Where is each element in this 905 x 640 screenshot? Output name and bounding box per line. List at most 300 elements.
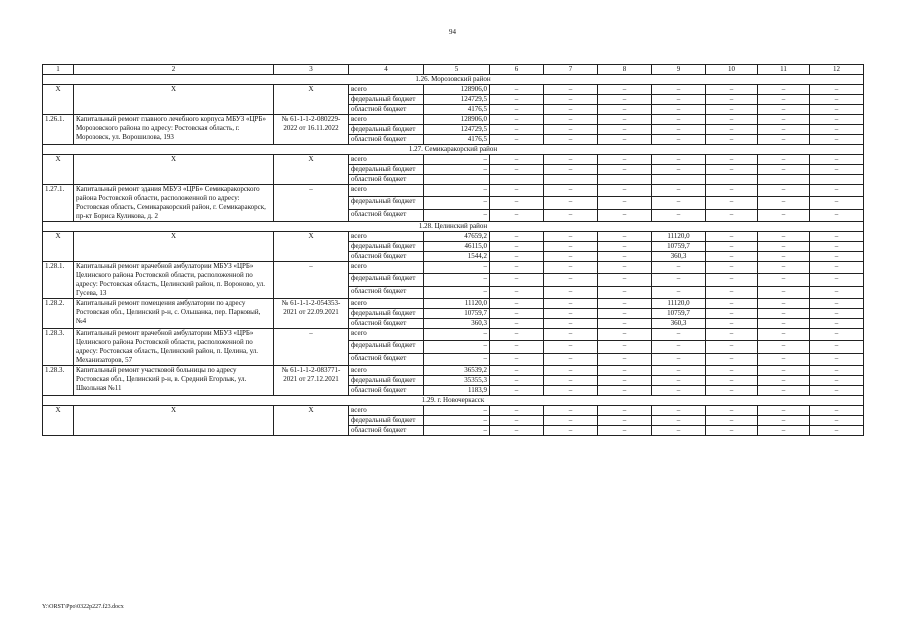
value-cell: – bbox=[490, 252, 544, 262]
value-cell: – bbox=[706, 329, 758, 341]
value-cell: – bbox=[490, 416, 544, 426]
value-cell: – bbox=[490, 115, 544, 125]
item-document: – bbox=[274, 185, 349, 222]
x-mark: Х bbox=[274, 232, 349, 262]
value-cell: – bbox=[810, 299, 864, 309]
value-cell: – bbox=[706, 426, 758, 436]
value-cell: – bbox=[706, 386, 758, 396]
value-cell: – bbox=[652, 416, 706, 426]
value-cell: – bbox=[758, 341, 810, 353]
section-title-row bbox=[43, 145, 864, 155]
value-cell: – bbox=[544, 105, 598, 115]
item-name: Капитальный ремонт участковой больницы по адресу Ростовская обл., Целинский р-н, в. Средний Егорлык, ул. Школьная №11 bbox=[74, 366, 274, 396]
value-cell: – bbox=[490, 125, 544, 135]
item-document: № 61-1-1-2-080229-2022 от 16.11.2022 bbox=[274, 115, 349, 145]
value-cell: – bbox=[652, 105, 706, 115]
value-cell: – bbox=[706, 242, 758, 252]
value-cell: – bbox=[544, 286, 598, 298]
value-cell: 11120,0 bbox=[652, 232, 706, 242]
value-cell: – bbox=[598, 426, 652, 436]
value-cell: – bbox=[758, 319, 810, 329]
value-cell: 128906,0 bbox=[424, 115, 490, 125]
value-cell: – bbox=[598, 197, 652, 209]
column-number: 1 bbox=[43, 65, 74, 75]
value-cell: – bbox=[706, 252, 758, 262]
value-cell: – bbox=[544, 115, 598, 125]
value-cell bbox=[810, 175, 864, 185]
value-cell: – bbox=[758, 232, 810, 242]
value-cell: – bbox=[598, 309, 652, 319]
value-cell bbox=[424, 175, 490, 185]
value-cell: – bbox=[706, 286, 758, 298]
value-cell: – bbox=[758, 115, 810, 125]
summary-row bbox=[43, 85, 864, 95]
value-cell: – bbox=[544, 252, 598, 262]
x-mark: Х bbox=[274, 85, 349, 115]
value-cell: – bbox=[810, 232, 864, 242]
value-cell: – bbox=[706, 341, 758, 353]
value-cell: – bbox=[598, 341, 652, 353]
value-cell: – bbox=[810, 386, 864, 396]
value-cell: – bbox=[490, 309, 544, 319]
value-cell: – bbox=[490, 329, 544, 341]
x-mark: Х bbox=[43, 406, 74, 436]
value-cell: – bbox=[706, 155, 758, 165]
value-cell: – bbox=[544, 242, 598, 252]
value-cell: – bbox=[810, 286, 864, 298]
value-cell: – bbox=[598, 95, 652, 105]
value-cell: – bbox=[652, 85, 706, 95]
value-cell: – bbox=[810, 366, 864, 376]
row-label: всего bbox=[349, 406, 424, 416]
value-cell: – bbox=[758, 406, 810, 416]
value-cell: 11120,0 bbox=[652, 299, 706, 309]
value-cell: 4176,5 bbox=[424, 105, 490, 115]
row-label: федеральный бюджет bbox=[349, 95, 424, 105]
value-cell: 36539,2 bbox=[424, 366, 490, 376]
value-cell: – bbox=[652, 185, 706, 197]
value-cell: – bbox=[810, 105, 864, 115]
value-cell: – bbox=[652, 165, 706, 175]
value-cell: – bbox=[490, 185, 544, 197]
value-cell: – bbox=[706, 185, 758, 197]
value-cell: – bbox=[810, 319, 864, 329]
value-cell: – bbox=[544, 135, 598, 145]
row-label: федеральный бюджет bbox=[349, 125, 424, 135]
value-cell: – bbox=[758, 197, 810, 209]
value-cell: – bbox=[490, 274, 544, 286]
row-label: областной бюджет bbox=[349, 209, 424, 221]
row-label: областной бюджет bbox=[349, 175, 424, 185]
value-cell: – bbox=[652, 386, 706, 396]
section-title: 1.28. Целинский район bbox=[43, 222, 864, 232]
value-cell: – bbox=[544, 319, 598, 329]
item-row bbox=[43, 329, 864, 341]
value-cell: – bbox=[424, 197, 490, 209]
value-cell: – bbox=[424, 185, 490, 197]
value-cell: – bbox=[758, 165, 810, 175]
row-label: всего bbox=[349, 262, 424, 274]
value-cell: – bbox=[598, 155, 652, 165]
value-cell: – bbox=[758, 353, 810, 365]
value-cell: – bbox=[598, 353, 652, 365]
file-reference: Y:\ORST\Ppo\0322p227.f23.docx bbox=[42, 604, 124, 610]
value-cell: – bbox=[490, 165, 544, 175]
value-cell: – bbox=[424, 426, 490, 436]
value-cell: – bbox=[544, 165, 598, 175]
value-cell: – bbox=[758, 252, 810, 262]
row-label: областной бюджет bbox=[349, 105, 424, 115]
value-cell: – bbox=[598, 406, 652, 416]
row-label: всего bbox=[349, 185, 424, 197]
item-number: 1.27.1. bbox=[43, 185, 74, 222]
value-cell: – bbox=[706, 165, 758, 175]
value-cell: – bbox=[598, 416, 652, 426]
row-label: областной бюджет bbox=[349, 319, 424, 329]
value-cell: 128906,0 bbox=[424, 85, 490, 95]
row-label: областной бюджет bbox=[349, 353, 424, 365]
value-cell: – bbox=[598, 85, 652, 95]
column-number: 3 bbox=[274, 65, 349, 75]
value-cell: – bbox=[758, 85, 810, 95]
value-cell: – bbox=[424, 341, 490, 353]
value-cell: – bbox=[544, 197, 598, 209]
section-title-row bbox=[43, 75, 864, 85]
value-cell: – bbox=[758, 125, 810, 135]
item-number: 1.26.1. bbox=[43, 115, 74, 145]
value-cell: – bbox=[810, 274, 864, 286]
summary-row bbox=[43, 406, 864, 416]
value-cell: – bbox=[544, 329, 598, 341]
value-cell: – bbox=[598, 274, 652, 286]
value-cell: – bbox=[652, 341, 706, 353]
value-cell: – bbox=[706, 319, 758, 329]
value-cell: – bbox=[544, 185, 598, 197]
column-number: 10 bbox=[706, 65, 758, 75]
value-cell: 360,3 bbox=[652, 252, 706, 262]
value-cell: 10759,7 bbox=[424, 309, 490, 319]
row-label: областной бюджет bbox=[349, 426, 424, 436]
row-label: всего bbox=[349, 232, 424, 242]
value-cell: – bbox=[758, 262, 810, 274]
value-cell: – bbox=[758, 135, 810, 145]
value-cell: – bbox=[424, 209, 490, 221]
value-cell bbox=[652, 175, 706, 185]
value-cell: – bbox=[490, 299, 544, 309]
value-cell: – bbox=[810, 115, 864, 125]
value-cell: – bbox=[810, 406, 864, 416]
value-cell: – bbox=[490, 406, 544, 416]
value-cell: – bbox=[544, 155, 598, 165]
value-cell: – bbox=[490, 319, 544, 329]
value-cell: – bbox=[544, 95, 598, 105]
value-cell: – bbox=[706, 299, 758, 309]
value-cell: – bbox=[424, 274, 490, 286]
value-cell: – bbox=[598, 115, 652, 125]
value-cell: – bbox=[652, 95, 706, 105]
value-cell: – bbox=[490, 376, 544, 386]
value-cell: – bbox=[490, 366, 544, 376]
value-cell: – bbox=[810, 309, 864, 319]
section-title-row bbox=[43, 222, 864, 232]
value-cell: – bbox=[758, 386, 810, 396]
row-label: федеральный бюджет bbox=[349, 309, 424, 319]
value-cell: – bbox=[544, 341, 598, 353]
row-label: всего bbox=[349, 115, 424, 125]
value-cell: 11120,0 bbox=[424, 299, 490, 309]
value-cell: – bbox=[424, 406, 490, 416]
value-cell: – bbox=[598, 165, 652, 175]
item-name: Капитальный ремонт главного лечебного корпуса МБУЗ «ЦРБ» Морозовского района по адресу: Ростовская область, г. Морозовск, ул. Ворошилова, 193 bbox=[74, 115, 274, 145]
value-cell: – bbox=[490, 155, 544, 165]
x-mark: Х bbox=[74, 232, 274, 262]
row-label: федеральный бюджет bbox=[349, 416, 424, 426]
value-cell: – bbox=[758, 366, 810, 376]
value-cell: 35355,3 bbox=[424, 376, 490, 386]
value-cell: – bbox=[424, 165, 490, 175]
value-cell: – bbox=[652, 197, 706, 209]
value-cell: 10759,7 bbox=[652, 242, 706, 252]
column-number-row bbox=[43, 65, 864, 75]
value-cell: – bbox=[544, 426, 598, 436]
item-name: Капитальный ремонт здания МБУЗ «ЦРБ» Семикаракорского района Ростовской области, расположенной по адресу: Ростовская область, Семикаракорский район, г. Семикаракорск, пр-кт Бориса Куликова, д. 2 bbox=[74, 185, 274, 222]
value-cell: – bbox=[598, 299, 652, 309]
value-cell: – bbox=[706, 135, 758, 145]
value-cell: – bbox=[598, 329, 652, 341]
value-cell: – bbox=[598, 135, 652, 145]
value-cell: – bbox=[598, 125, 652, 135]
value-cell: – bbox=[544, 416, 598, 426]
value-cell: – bbox=[544, 309, 598, 319]
row-label: областной бюджет bbox=[349, 386, 424, 396]
value-cell: – bbox=[490, 105, 544, 115]
value-cell: – bbox=[706, 95, 758, 105]
value-cell: – bbox=[490, 353, 544, 365]
value-cell: 47659,2 bbox=[424, 232, 490, 242]
value-cell: 1183,9 bbox=[424, 386, 490, 396]
value-cell: – bbox=[652, 125, 706, 135]
row-label: всего bbox=[349, 366, 424, 376]
value-cell: – bbox=[544, 299, 598, 309]
item-name: Капитальный ремонт помещения амбулатории по адресу Ростовская обл., Целинский р-н, с. Ольшанка, пер. Парковый, №4 bbox=[74, 299, 274, 329]
value-cell: – bbox=[544, 376, 598, 386]
value-cell: – bbox=[598, 366, 652, 376]
value-cell: – bbox=[490, 341, 544, 353]
value-cell: – bbox=[490, 386, 544, 396]
value-cell: – bbox=[652, 376, 706, 386]
summary-row bbox=[43, 232, 864, 242]
item-document: – bbox=[274, 262, 349, 299]
value-cell: – bbox=[544, 85, 598, 95]
value-cell: – bbox=[598, 386, 652, 396]
value-cell: – bbox=[652, 135, 706, 145]
value-cell: – bbox=[598, 232, 652, 242]
x-mark: Х bbox=[43, 232, 74, 262]
value-cell: – bbox=[544, 406, 598, 416]
value-cell: – bbox=[598, 376, 652, 386]
value-cell: – bbox=[706, 209, 758, 221]
value-cell: – bbox=[810, 125, 864, 135]
column-number: 11 bbox=[758, 65, 810, 75]
value-cell: – bbox=[490, 95, 544, 105]
item-document: – bbox=[274, 329, 349, 366]
value-cell: – bbox=[544, 353, 598, 365]
value-cell: – bbox=[544, 386, 598, 396]
value-cell: – bbox=[652, 353, 706, 365]
value-cell: – bbox=[810, 262, 864, 274]
item-number: 1.28.3. bbox=[43, 329, 74, 366]
value-cell bbox=[544, 175, 598, 185]
value-cell: – bbox=[490, 426, 544, 436]
row-label: федеральный бюджет bbox=[349, 242, 424, 252]
value-cell: – bbox=[758, 309, 810, 319]
value-cell: – bbox=[758, 95, 810, 105]
value-cell: – bbox=[706, 416, 758, 426]
row-label: областной бюджет bbox=[349, 286, 424, 298]
value-cell: – bbox=[706, 353, 758, 365]
value-cell bbox=[706, 175, 758, 185]
value-cell: 360,3 bbox=[424, 319, 490, 329]
row-label: областной бюджет bbox=[349, 252, 424, 262]
value-cell: 124729,5 bbox=[424, 95, 490, 105]
section-title-row bbox=[43, 396, 864, 406]
value-cell: – bbox=[758, 286, 810, 298]
budget-table bbox=[42, 64, 864, 436]
item-name: Капитальный ремонт врачебной амбулатории МБУЗ «ЦРБ» Целинского района Ростовской области, расположенной по адресу: Ростовская область, Целинский район, п. Вороново, ул. Гусева, 13 bbox=[74, 262, 274, 299]
value-cell: – bbox=[424, 155, 490, 165]
value-cell: – bbox=[544, 232, 598, 242]
value-cell: – bbox=[490, 286, 544, 298]
column-number: 9 bbox=[652, 65, 706, 75]
value-cell: – bbox=[424, 286, 490, 298]
value-cell: 4176,5 bbox=[424, 135, 490, 145]
x-mark: Х bbox=[74, 406, 274, 436]
row-label: федеральный бюджет bbox=[349, 274, 424, 286]
x-mark: Х bbox=[43, 85, 74, 115]
value-cell: – bbox=[706, 197, 758, 209]
value-cell: – bbox=[544, 366, 598, 376]
value-cell: – bbox=[810, 165, 864, 175]
value-cell: – bbox=[598, 209, 652, 221]
column-number: 8 bbox=[598, 65, 652, 75]
value-cell: – bbox=[758, 426, 810, 436]
item-number: 1.28.2. bbox=[43, 299, 74, 329]
value-cell: – bbox=[490, 232, 544, 242]
value-cell: – bbox=[706, 366, 758, 376]
value-cell: – bbox=[490, 85, 544, 95]
value-cell: – bbox=[490, 262, 544, 274]
value-cell: – bbox=[652, 209, 706, 221]
item-row bbox=[43, 185, 864, 197]
value-cell: – bbox=[490, 209, 544, 221]
item-document: № 61-1-1-2-054353-2021 от 22.09.2021 bbox=[274, 299, 349, 329]
x-mark: Х bbox=[43, 155, 74, 185]
column-number: 4 bbox=[349, 65, 424, 75]
value-cell: – bbox=[810, 252, 864, 262]
value-cell: – bbox=[810, 135, 864, 145]
summary-row bbox=[43, 155, 864, 165]
value-cell: – bbox=[758, 299, 810, 309]
value-cell: – bbox=[544, 274, 598, 286]
value-cell: – bbox=[706, 232, 758, 242]
value-cell: – bbox=[490, 242, 544, 252]
item-row bbox=[43, 366, 864, 376]
value-cell: – bbox=[652, 155, 706, 165]
column-number: 7 bbox=[544, 65, 598, 75]
value-cell: – bbox=[706, 274, 758, 286]
value-cell: – bbox=[758, 185, 810, 197]
value-cell: – bbox=[652, 426, 706, 436]
value-cell: – bbox=[598, 319, 652, 329]
value-cell: – bbox=[758, 155, 810, 165]
value-cell: – bbox=[810, 197, 864, 209]
item-row bbox=[43, 262, 864, 274]
row-label: всего bbox=[349, 299, 424, 309]
value-cell: – bbox=[810, 85, 864, 95]
row-label: всего bbox=[349, 85, 424, 95]
row-label: федеральный бюджет bbox=[349, 165, 424, 175]
value-cell: – bbox=[424, 329, 490, 341]
section-title: 1.27. Семикаракорский район bbox=[43, 145, 864, 155]
value-cell: – bbox=[810, 242, 864, 252]
item-name: Капитальный ремонт врачебной амбулатории МБУЗ «ЦРБ» Целинского района Ростовской области, расположенной по адресу: Ростовская область, Целинский район, п. Целина, ул. Механизаторов, 57 bbox=[74, 329, 274, 366]
row-label: федеральный бюджет bbox=[349, 376, 424, 386]
item-number: 1.28.3. bbox=[43, 366, 74, 396]
value-cell: – bbox=[810, 376, 864, 386]
x-mark: Х bbox=[274, 406, 349, 436]
row-label: всего bbox=[349, 155, 424, 165]
row-label: всего bbox=[349, 329, 424, 341]
value-cell: – bbox=[544, 125, 598, 135]
value-cell: – bbox=[598, 242, 652, 252]
value-cell: – bbox=[598, 185, 652, 197]
value-cell: – bbox=[810, 209, 864, 221]
value-cell: – bbox=[652, 262, 706, 274]
value-cell: – bbox=[706, 309, 758, 319]
item-row bbox=[43, 115, 864, 125]
value-cell: – bbox=[490, 197, 544, 209]
value-cell: – bbox=[652, 115, 706, 125]
value-cell bbox=[758, 175, 810, 185]
value-cell: – bbox=[598, 252, 652, 262]
value-cell: 46115,0 bbox=[424, 242, 490, 252]
value-cell: – bbox=[424, 416, 490, 426]
value-cell: – bbox=[810, 426, 864, 436]
value-cell: – bbox=[810, 341, 864, 353]
value-cell bbox=[598, 175, 652, 185]
column-number: 6 bbox=[490, 65, 544, 75]
value-cell: – bbox=[598, 262, 652, 274]
value-cell: – bbox=[758, 329, 810, 341]
value-cell: – bbox=[706, 262, 758, 274]
value-cell: – bbox=[706, 105, 758, 115]
value-cell: – bbox=[490, 135, 544, 145]
value-cell: – bbox=[758, 376, 810, 386]
value-cell: 360,3 bbox=[652, 319, 706, 329]
x-mark: Х bbox=[274, 155, 349, 185]
row-label: федеральный бюджет bbox=[349, 341, 424, 353]
value-cell: – bbox=[810, 155, 864, 165]
value-cell: – bbox=[758, 209, 810, 221]
value-cell: 10759,7 bbox=[652, 309, 706, 319]
value-cell: – bbox=[598, 105, 652, 115]
page-number: 94 bbox=[449, 28, 456, 36]
value-cell: 1544,2 bbox=[424, 252, 490, 262]
section-title: 1.26. Морозовский район bbox=[43, 75, 864, 85]
section-title: 1.29. г. Новочеркасск bbox=[43, 396, 864, 406]
value-cell: – bbox=[652, 286, 706, 298]
value-cell: – bbox=[758, 416, 810, 426]
